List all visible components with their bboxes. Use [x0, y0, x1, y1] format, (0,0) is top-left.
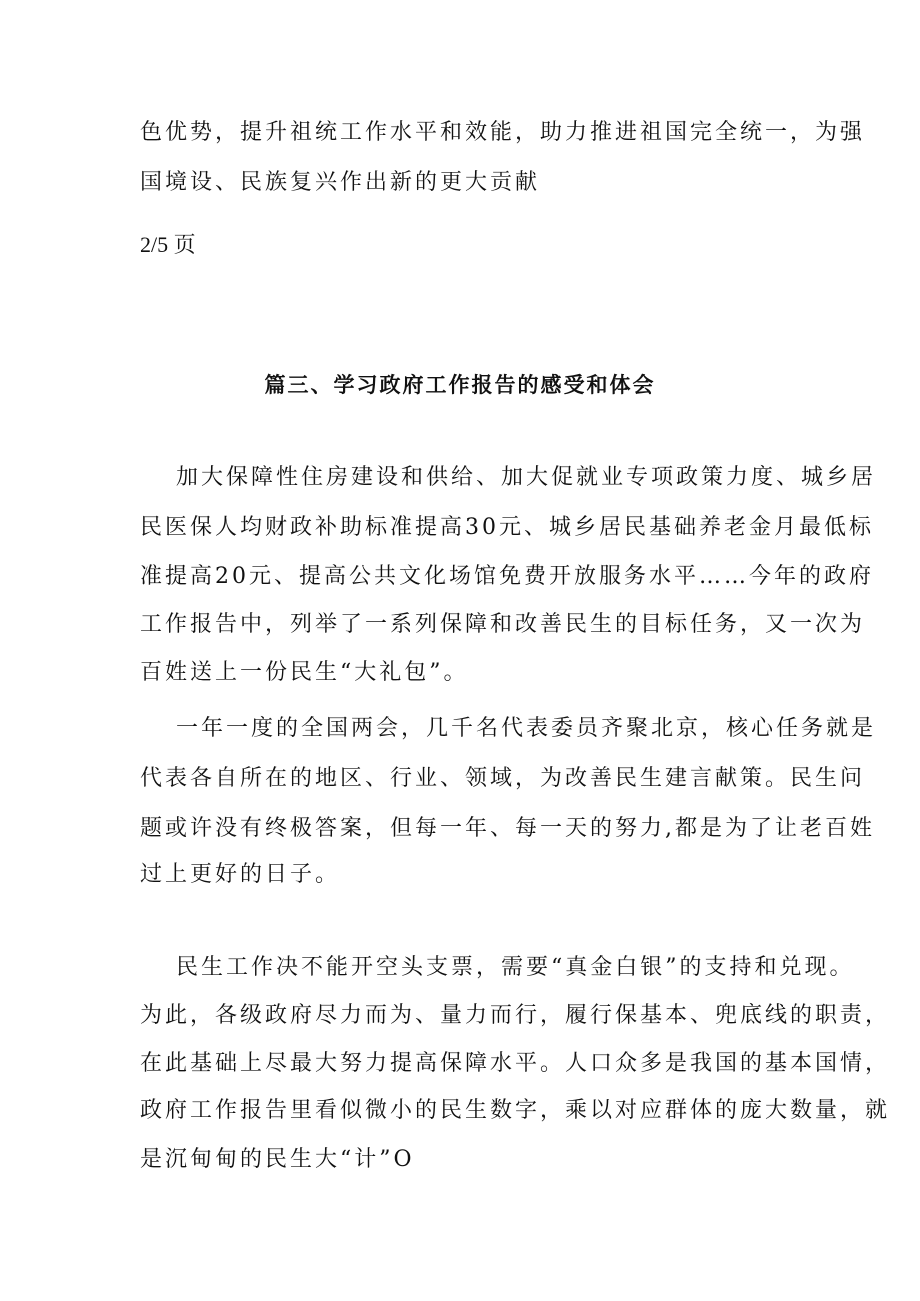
paragraph-line: 民生工作决不能开空头支票，需要“真金白银”的支持和兑现。 [176, 955, 855, 980]
paragraph-line: 百姓送上一份民生“大礼包”。 [140, 660, 469, 685]
paragraph-line: 一年一度的全国两会，几千名代表委员齐聚北京，核心任务就是 [176, 716, 877, 741]
paragraph-line: 过上更好的日子。 [140, 862, 341, 887]
paragraph-line: 民医保人均财政补助标准提高30元、城乡居民基础养老金月最低标 [140, 515, 874, 540]
paragraph-line: 为此，各级政府尽力而为、量力而行，履行保基本、兜底线的职责， [140, 1003, 891, 1028]
paragraph-line: 是沉甸甸的民生大“计”O [140, 1147, 415, 1172]
page-number: 2/5 页 [140, 232, 196, 257]
paragraph-line: 加大保障性住房建设和供给、加大促就业专项政策力度、城乡居 [176, 465, 877, 490]
continuation-line: 色优势，提升祖统工作水平和效能，助力推进祖国完全统一，为强 [140, 120, 866, 145]
paragraph-line: 代表各自所在的地区、行业、领域，为改善民生建言献策。民生问 [140, 766, 866, 791]
continuation-line: 国境设、民族复兴作出新的更大贡献 [140, 170, 541, 195]
section-title: 篇三、学习政府工作报告的感受和体会 [264, 372, 656, 397]
paragraph-line: 在此基础上尽最大努力提高保障水平。人口众多是我国的基本国情， [140, 1051, 891, 1076]
paragraph-line: 题或许没有终极答案，但每一年、每一天的努力,都是为了让老百姓 [140, 816, 875, 841]
paragraph-line: 政府工作报告里看似微小的民生数字，乘以对应群体的庞大数量，就 [140, 1098, 891, 1123]
paragraph-line: 准提高20元、提高公共文化场馆免费开放服务水平……今年的政府 [140, 564, 874, 589]
paragraph-line: 工作报告中，列举了一系列保障和改善民生的目标任务，又一次为 [140, 612, 866, 637]
